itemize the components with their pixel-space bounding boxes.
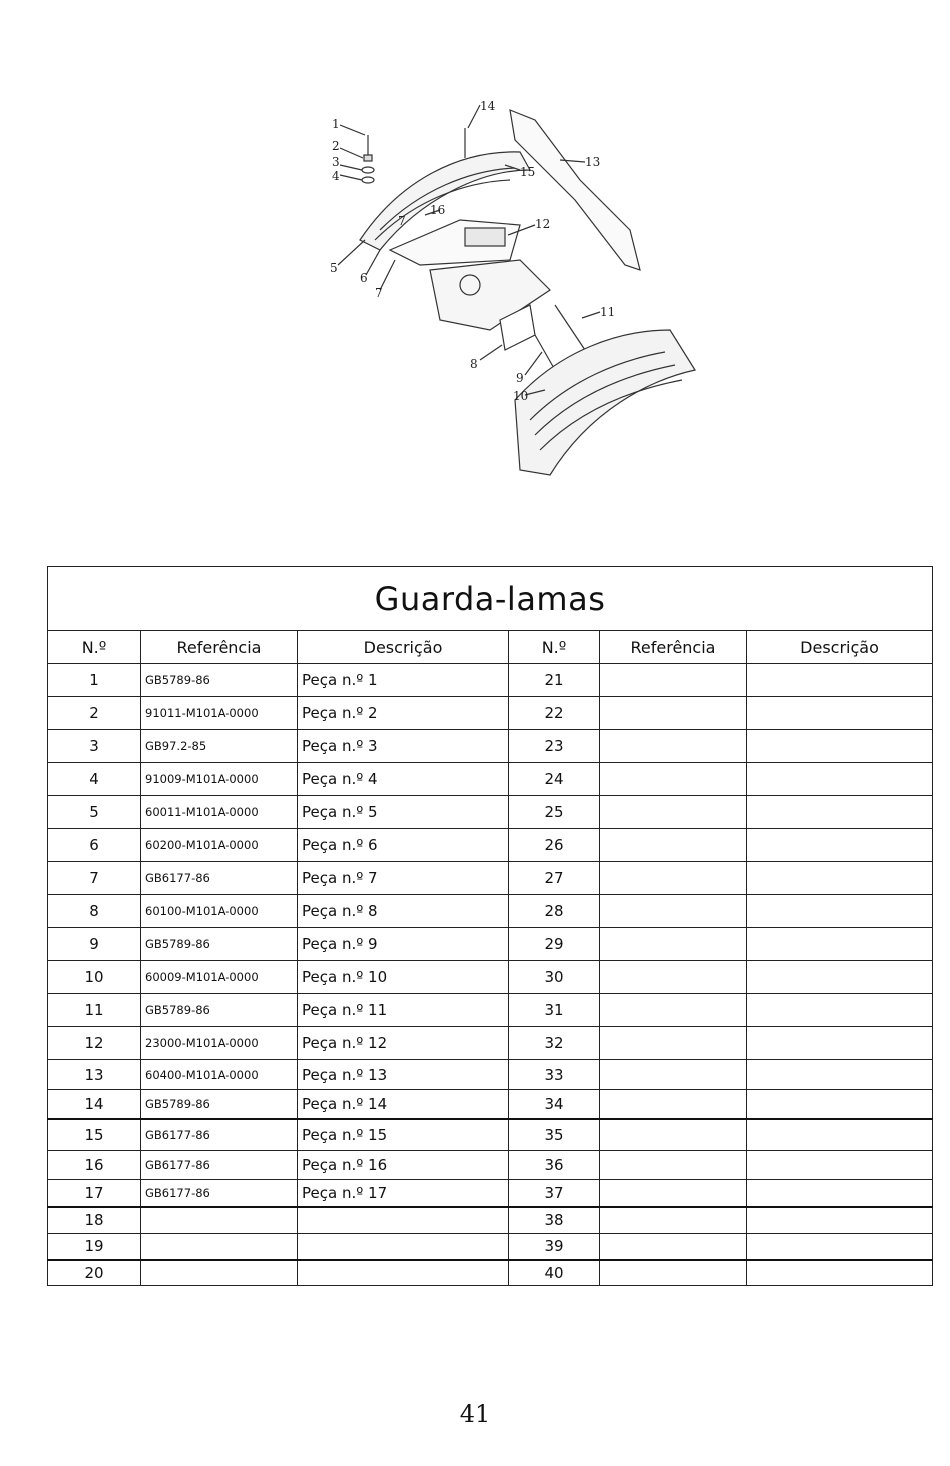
row-number-cell: 17: [48, 1180, 141, 1207]
description-cell: Peça n.º 6: [298, 829, 509, 862]
row-number-cell: 34: [509, 1090, 600, 1119]
reference-cell: [600, 1151, 747, 1180]
callout-label: 12: [535, 217, 551, 231]
table-row: [48, 763, 933, 796]
row-number-cell: 39: [509, 1234, 600, 1260]
row-number-cell: 23: [509, 730, 600, 763]
row-number-cell: 8: [48, 895, 141, 928]
description-cell: [747, 1090, 933, 1119]
reference-cell: [600, 763, 747, 796]
table-row: [48, 1207, 933, 1234]
row-number-cell: 13: [48, 1060, 141, 1090]
reference-cell: [600, 895, 747, 928]
description-cell: [747, 928, 933, 961]
reference-cell: [600, 1234, 747, 1260]
col-header-description: Descrição: [298, 631, 509, 664]
table-row: [48, 862, 933, 895]
table-row: [48, 994, 933, 1027]
description-cell: Peça n.º 15: [298, 1119, 509, 1151]
description-cell: Peça n.º 7: [298, 862, 509, 895]
table-row: [48, 1234, 933, 1260]
row-number-cell: 18: [48, 1207, 141, 1234]
description-cell: [747, 796, 933, 829]
description-cell: Peça n.º 10: [298, 961, 509, 994]
row-number-cell: 9: [48, 928, 141, 961]
row-number-cell: 10: [48, 961, 141, 994]
reference-cell: [600, 1090, 747, 1119]
row-number-cell: 7: [48, 862, 141, 895]
description-cell: [747, 763, 933, 796]
row-number-cell: 5: [48, 796, 141, 829]
reference-cell: GB5789-86: [141, 664, 298, 697]
description-cell: Peça n.º 11: [298, 994, 509, 1027]
reference-cell: GB5789-86: [141, 1090, 298, 1119]
description-cell: Peça n.º 5: [298, 796, 509, 829]
callout-label: 8: [470, 357, 478, 371]
row-number-cell: 11: [48, 994, 141, 1027]
row-number-cell: 6: [48, 829, 141, 862]
row-number-cell: 28: [509, 895, 600, 928]
page-number: 41: [459, 1400, 491, 1428]
reference-cell: 60400-M101A-0000: [141, 1060, 298, 1090]
parts-table: [47, 566, 933, 1286]
row-number-cell: 22: [509, 697, 600, 730]
description-cell: Peça n.º 12: [298, 1027, 509, 1060]
callout-label: 6: [360, 271, 368, 285]
description-cell: Peça n.º 16: [298, 1151, 509, 1180]
table-row: [48, 1119, 933, 1151]
callout-label: 1: [332, 117, 340, 131]
row-number-cell: 21: [509, 664, 600, 697]
row-number-cell: 12: [48, 1027, 141, 1060]
row-number-cell: 1: [48, 664, 141, 697]
description-cell: [747, 829, 933, 862]
reference-cell: [600, 697, 747, 730]
reference-cell: GB6177-86: [141, 1151, 298, 1180]
description-cell: [747, 730, 933, 763]
reference-cell: [600, 1207, 747, 1234]
reference-cell: [600, 1119, 747, 1151]
callout-label: 9: [516, 371, 524, 385]
reference-cell: [600, 730, 747, 763]
row-number-cell: 15: [48, 1119, 141, 1151]
description-cell: [747, 1207, 933, 1234]
table-row: [48, 895, 933, 928]
row-number-cell: 35: [509, 1119, 600, 1151]
reference-cell: [141, 1260, 298, 1286]
reference-cell: GB5789-86: [141, 928, 298, 961]
table-row: [48, 796, 933, 829]
row-number-cell: 24: [509, 763, 600, 796]
reference-cell: [600, 829, 747, 862]
reference-cell: GB5789-86: [141, 994, 298, 1027]
description-cell: Peça n.º 9: [298, 928, 509, 961]
table-row: [48, 1151, 933, 1180]
callout-label: 7: [375, 286, 383, 300]
reference-cell: 60009-M101A-0000: [141, 961, 298, 994]
description-cell: [747, 895, 933, 928]
row-number-cell: 14: [48, 1090, 141, 1119]
callout-label: 4: [332, 169, 340, 183]
table-title: Guarda-lamas: [48, 567, 933, 631]
description-cell: Peça n.º 8: [298, 895, 509, 928]
description-cell: [747, 1027, 933, 1060]
col-header-number: N.º: [48, 631, 141, 664]
row-number-cell: 31: [509, 994, 600, 1027]
description-cell: [298, 1260, 509, 1286]
col-header-number: N.º: [509, 631, 600, 664]
reference-cell: [141, 1234, 298, 1260]
row-number-cell: 32: [509, 1027, 600, 1060]
row-number-cell: 29: [509, 928, 600, 961]
description-cell: [298, 1207, 509, 1234]
callout-label: 14: [480, 99, 496, 113]
table-row: [48, 829, 933, 862]
reference-cell: GB6177-86: [141, 862, 298, 895]
table-row: [48, 1260, 933, 1286]
table-row: [48, 1060, 933, 1090]
table-row: [48, 1180, 933, 1207]
table-row: [48, 730, 933, 763]
row-number-cell: 37: [509, 1180, 600, 1207]
callout-label: 5: [330, 261, 338, 275]
col-header-reference: Referência: [141, 631, 298, 664]
reference-cell: [600, 862, 747, 895]
row-number-cell: 26: [509, 829, 600, 862]
col-header-description: Descrição: [747, 631, 933, 664]
row-number-cell: 33: [509, 1060, 600, 1090]
reference-cell: [600, 994, 747, 1027]
row-number-cell: 20: [48, 1260, 141, 1286]
table-row: [48, 928, 933, 961]
description-cell: [747, 961, 933, 994]
row-number-cell: 3: [48, 730, 141, 763]
col-header-reference: Referência: [600, 631, 747, 664]
description-cell: Peça n.º 2: [298, 697, 509, 730]
exploded-parts-diagram: [320, 90, 710, 490]
row-number-cell: 27: [509, 862, 600, 895]
callout-label: 10: [513, 389, 529, 403]
reference-cell: [600, 961, 747, 994]
row-number-cell: 36: [509, 1151, 600, 1180]
reference-cell: [600, 1260, 747, 1286]
description-cell: [298, 1234, 509, 1260]
table-body: [48, 664, 933, 1286]
table-row: [48, 664, 933, 697]
reference-cell: [600, 664, 747, 697]
description-cell: Peça n.º 13: [298, 1060, 509, 1090]
description-cell: [747, 994, 933, 1027]
reference-cell: GB6177-86: [141, 1119, 298, 1151]
callout-label: 11: [600, 305, 616, 319]
callout-label: 16: [430, 203, 446, 217]
callout-label: 7: [398, 214, 406, 228]
description-cell: Peça n.º 3: [298, 730, 509, 763]
reference-cell: [600, 928, 747, 961]
callout-label: 13: [585, 155, 601, 169]
row-number-cell: 40: [509, 1260, 600, 1286]
reference-cell: [600, 1180, 747, 1207]
reference-cell: 60200-M101A-0000: [141, 829, 298, 862]
row-number-cell: 19: [48, 1234, 141, 1260]
reference-cell: 60011-M101A-0000: [141, 796, 298, 829]
reference-cell: 91011-M101A-0000: [141, 697, 298, 730]
reference-cell: 23000-M101A-0000: [141, 1027, 298, 1060]
description-cell: Peça n.º 14: [298, 1090, 509, 1119]
row-number-cell: 4: [48, 763, 141, 796]
description-cell: [747, 1151, 933, 1180]
reference-cell: [600, 1060, 747, 1090]
reference-cell: [141, 1207, 298, 1234]
reference-cell: 91009-M101A-0000: [141, 763, 298, 796]
reference-cell: [600, 796, 747, 829]
callout-label: 3: [332, 155, 340, 169]
table-row: [48, 1090, 933, 1119]
description-cell: [747, 1060, 933, 1090]
table-row: [48, 1027, 933, 1060]
row-number-cell: 30: [509, 961, 600, 994]
description-cell: [747, 1180, 933, 1207]
description-cell: Peça n.º 1: [298, 664, 509, 697]
description-cell: [747, 1119, 933, 1151]
description-cell: Peça n.º 4: [298, 763, 509, 796]
reference-cell: [600, 1027, 747, 1060]
row-number-cell: 25: [509, 796, 600, 829]
row-number-cell: 2: [48, 697, 141, 730]
description-cell: [747, 664, 933, 697]
description-cell: [747, 862, 933, 895]
row-number-cell: 38: [509, 1207, 600, 1234]
callout-label: 2: [332, 139, 340, 153]
table-row: [48, 961, 933, 994]
description-cell: Peça n.º 17: [298, 1180, 509, 1207]
callout-label: 15: [520, 165, 536, 179]
description-cell: [747, 1234, 933, 1260]
reference-cell: GB6177-86: [141, 1180, 298, 1207]
table-row: [48, 697, 933, 730]
description-cell: [747, 1260, 933, 1286]
reference-cell: 60100-M101A-0000: [141, 895, 298, 928]
row-number-cell: 16: [48, 1151, 141, 1180]
reference-cell: GB97.2-85: [141, 730, 298, 763]
description-cell: [747, 697, 933, 730]
